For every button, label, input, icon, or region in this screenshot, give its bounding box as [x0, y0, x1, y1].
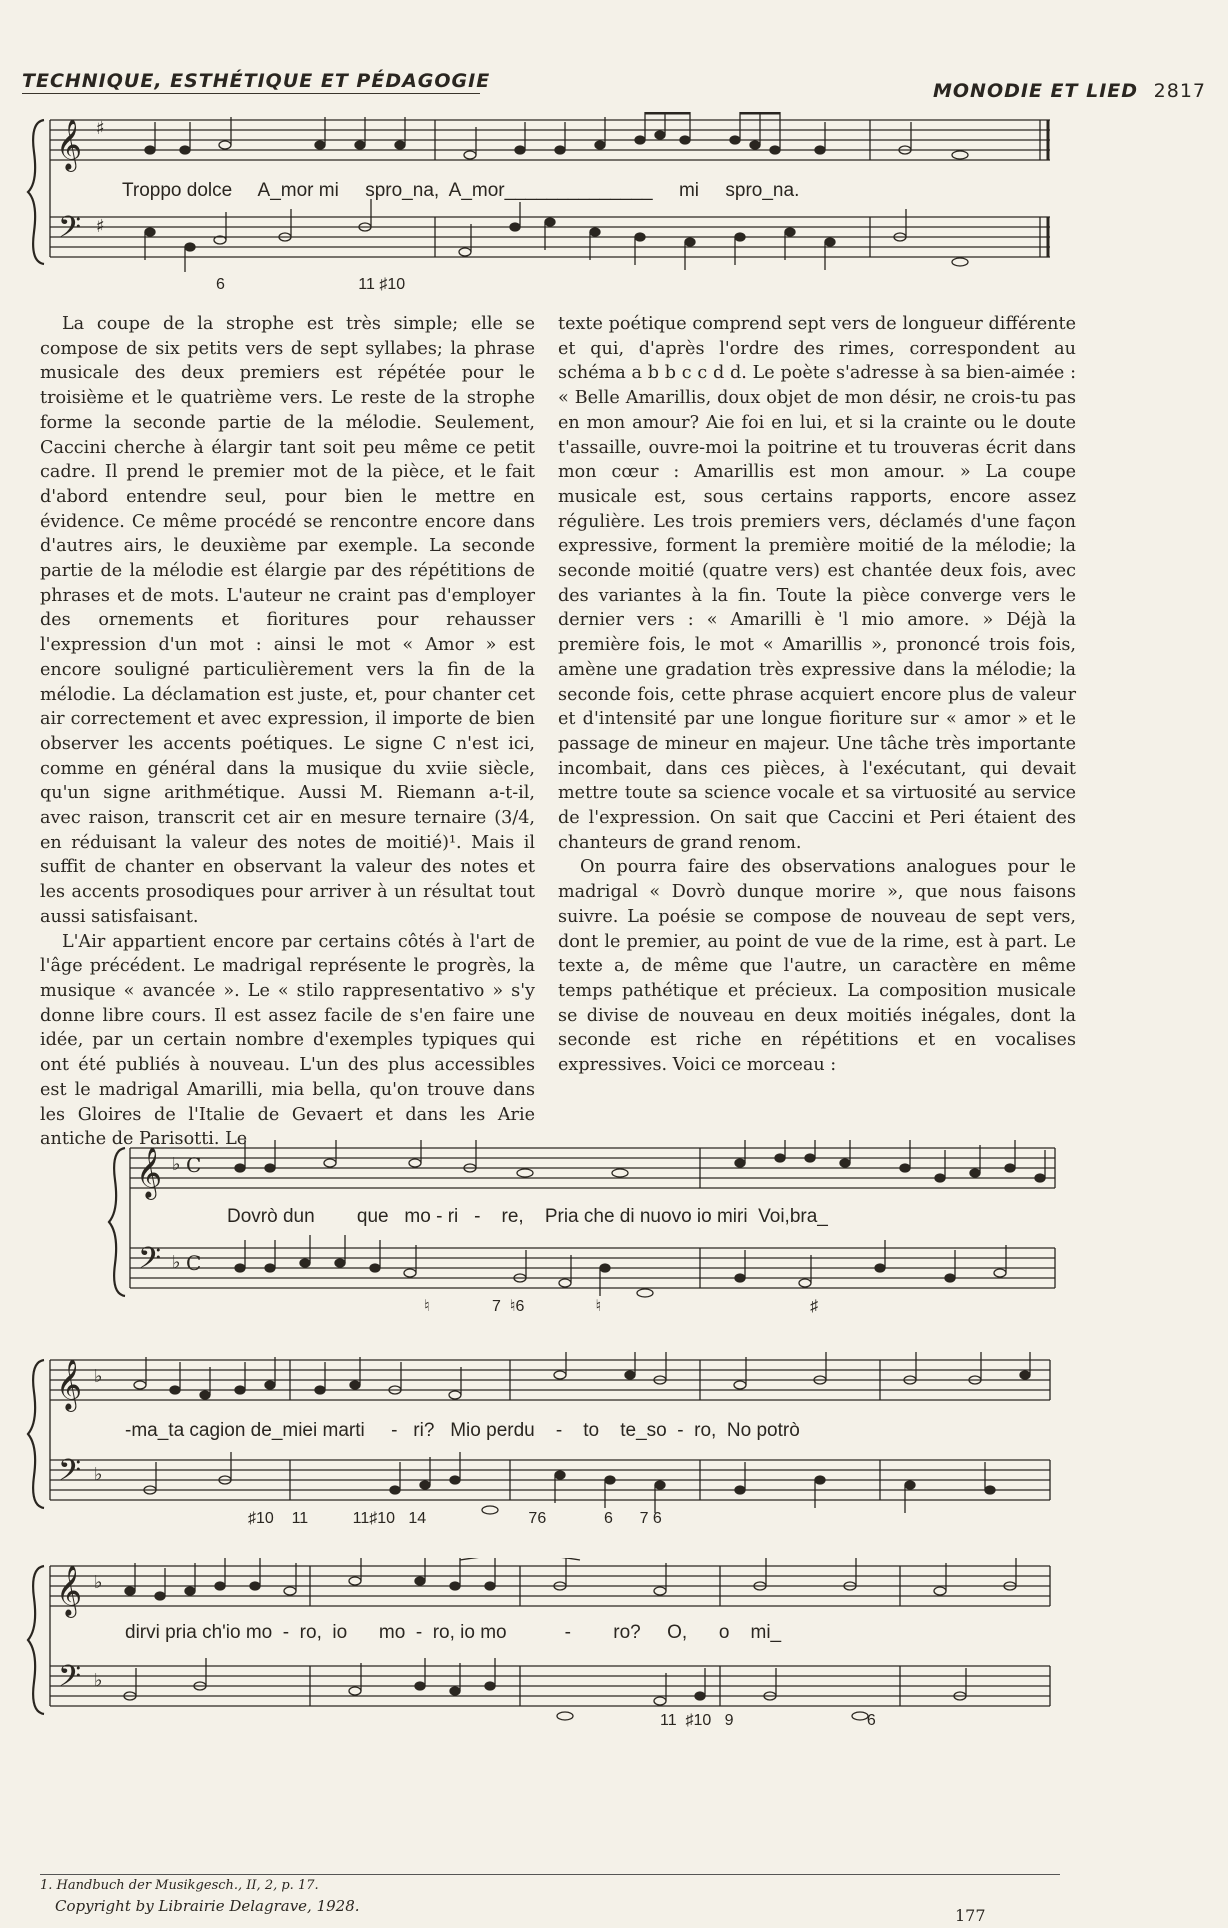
figured-bass-example-2-line-2: ♯10 11 11♯10 14 76 6 7 6 — [248, 1510, 662, 1527]
svg-text:♭: ♭ — [172, 1154, 181, 1175]
header-rule — [22, 93, 480, 94]
lyrics-example-1: Troppo dolce A_mor mi spro_na, A_mor______________ mi spro_na. — [122, 180, 800, 201]
footnote-rule — [40, 1874, 1060, 1875]
figured-bass-example-2-line-3: 11 ♯10 9 6 — [660, 1712, 876, 1729]
svg-text:𝄢: 𝄢 — [138, 1242, 162, 1283]
score-system-2c — [0, 1558, 1228, 1733]
svg-text:𝄞: 𝄞 — [136, 1147, 163, 1198]
text-column-left — [40, 312, 535, 1152]
lyrics-example-2-line-2: -ma_ta cagion de_miei marti - ri? Mio perdu - to te_so - ro, No potrò — [125, 1420, 800, 1441]
svg-text:C: C — [186, 1251, 202, 1275]
paragraph-left-1: La coupe de la strophe est très simple; elle se compose de six petits vers de sept syllabes; la phrase musicale des deux premiers est répétée pour le troisième et le quatrième vers. Le reste de la strophe forme la seconde partie de la mélodie. Seulement, Caccini cherche à élargir tant soit peu même ce petit cadre. Il prend le premier mot de la pièce, et le fait d'abord entendre seul, pour bien le mettre en évidence. Ce même procédé se rencontre encore dans d'autres airs, le deuxième par exemple. La seconde partie de la mélodie est élargie par des répétitions de phrases et de mots. L'auteur ne craint pas d'employer des ornements et fioritures pour rehausser l'expression d'un mot : ainsi le mot « Amor » est encore souligné particulièrement vers la fin de la mélodie. La déclamation est juste, et, pour chanter cet air correctement et avec expression, il importe de bien observer les accents poétiques. Le signe C n'est ici, comme en général dans la musique du xviie siècle, qu'un signe arithmétique. Aussi M. Riemann a-t-il, avec raison, transcrit cet air en mesure ternaire (3/4, en réduisant la valeur des notes de moitié)¹. Mais il suffit de chanter en observant la valeur des notes et les accents prosodiques pour arriver à un résultat tout aussi satisfaisant. — [40, 314, 535, 927]
score-system-2a — [0, 1140, 1228, 1320]
score-system-2b — [0, 1352, 1228, 1532]
svg-text:C: C — [186, 1153, 202, 1177]
svg-text:𝄢: 𝄢 — [58, 211, 82, 252]
lyrics-example-2-line-1: Dovrò dun que mo - ri - re, Pria che di nuovo io miri Voi,bra_ — [227, 1206, 828, 1227]
running-head-page-number: 2817 — [1153, 80, 1206, 102]
svg-text:♯: ♯ — [96, 118, 105, 139]
svg-text:♭: ♭ — [94, 1366, 103, 1387]
svg-text:♭: ♭ — [94, 1572, 103, 1593]
text-column-right — [558, 312, 1076, 1078]
svg-text:♯: ♯ — [96, 216, 105, 237]
copyright-notice: Copyright by Librairie Delagrave, 1928. — [55, 1897, 360, 1915]
lyrics-example-2-line-3: dirvi pria ch'io mo - ro, io mo - ro, io mo - ro? O, o mi_ — [125, 1622, 782, 1643]
music-example-1 — [0, 112, 1228, 293]
music-example-2-system-2 — [0, 1352, 1228, 1532]
svg-text:𝄞: 𝄞 — [56, 119, 83, 170]
paragraph-left-2: L'Air appartient encore par certains côtés à l'art de l'âge précédent. Le madrigal représente le progrès, la musique « avancée ». Le « stilo rappresentativo » s'y donne libre cours. Il est assez facile de s'en faire une idée, par un certain nombre d'exemples typiques qui ont été publiés à nouveau. L'un des plus accessibles est le madrigal Amarilli, mia bella, qu'on trouve dans les Gloires de l'Italie de Gevaert et dans les Arie antiche de Parisotti. Le — [40, 931, 535, 1150]
running-head-right — [933, 80, 1206, 102]
svg-text:𝄞: 𝄞 — [56, 1565, 83, 1616]
svg-text:♭: ♭ — [94, 1670, 103, 1691]
music-example-2-system-1 — [0, 1140, 1228, 1320]
running-head-left: TECHNIQUE, ESTHÉTIQUE ET PÉDAGOGIE — [22, 70, 491, 92]
figured-bass-example-1: 6 11 ♯10 — [216, 276, 406, 293]
svg-text:𝄢: 𝄢 — [58, 1660, 82, 1701]
page-folio: 177 — [955, 1906, 986, 1925]
music-example-2-system-3 — [0, 1558, 1228, 1733]
figured-bass-example-2-line-1: ♮ 7 ♮6 ♮ ♯ — [424, 1298, 819, 1315]
paragraph-right-1: texte poétique comprend sept vers de longueur différente et qui, d'après l'ordre des rimes, correspondent au schéma a b b c c d d. Le poète s'adresse à sa bien-aimée : « Belle Amarillis, doux objet de mon désir, ne crois-tu pas en mon amour? Aie foi en lui, et si la crainte ou le doute t'assaille, ouvre-moi la poitrine et tu trouveras écrit dans mon cœur : Amarillis est mon amour. » La coupe musicale est, sous certains rapports, encore assez régulière. Les trois premiers vers, déclamés d'une façon expressive, forment la première moitié de la mélodie; la seconde moitié (quatre vers) est chantée deux fois, avec des variantes à la fin. Toute la pièce converge vers le dernier vers : « Amarilli è 'l mio amore. » Déjà la première fois, le mot « Amarillis », prononcé trois fois, amène une gradation très expressive dans la mélodie; la seconde fois, cette phrase acquiert encore plus de valeur et d'intensité par une longue fioriture sur « amor » et le passage de mineur en majeur. Une tâche très importante incombait, dans ces pièces, à l'exécutant, qui devait mettre toute sa science vocale et sa virtuosité au service de l'expression. On sait que Caccini et Peri étaient des chanteurs de grand renom. — [558, 314, 1076, 853]
running-head-title: MONODIE ET LIED — [932, 80, 1139, 102]
footnote: 1. Handbuch der Musikgesch., II, 2, p. 17. — [40, 1878, 319, 1893]
svg-text:𝄞: 𝄞 — [56, 1359, 83, 1410]
paragraph-right-2: On pourra faire des observations analogues pour le madrigal « Dovrò dunque morire », que nous faisons suivre. La poésie se compose de nouveau de sept vers, dont le premier, au point de vue de la rime, est à part. Le texte a, de même que l'autre, un caractère en même temps pathétique et précieux. La composition musicale se divise de nouveau en deux moitiés inégales, dont la seconde est riche en répétitions et en vocalises expressives. Voici ce morceau : — [558, 857, 1076, 1076]
svg-text:♭: ♭ — [172, 1252, 181, 1273]
svg-text:♭: ♭ — [94, 1464, 103, 1485]
svg-text:𝄢: 𝄢 — [58, 1454, 82, 1495]
